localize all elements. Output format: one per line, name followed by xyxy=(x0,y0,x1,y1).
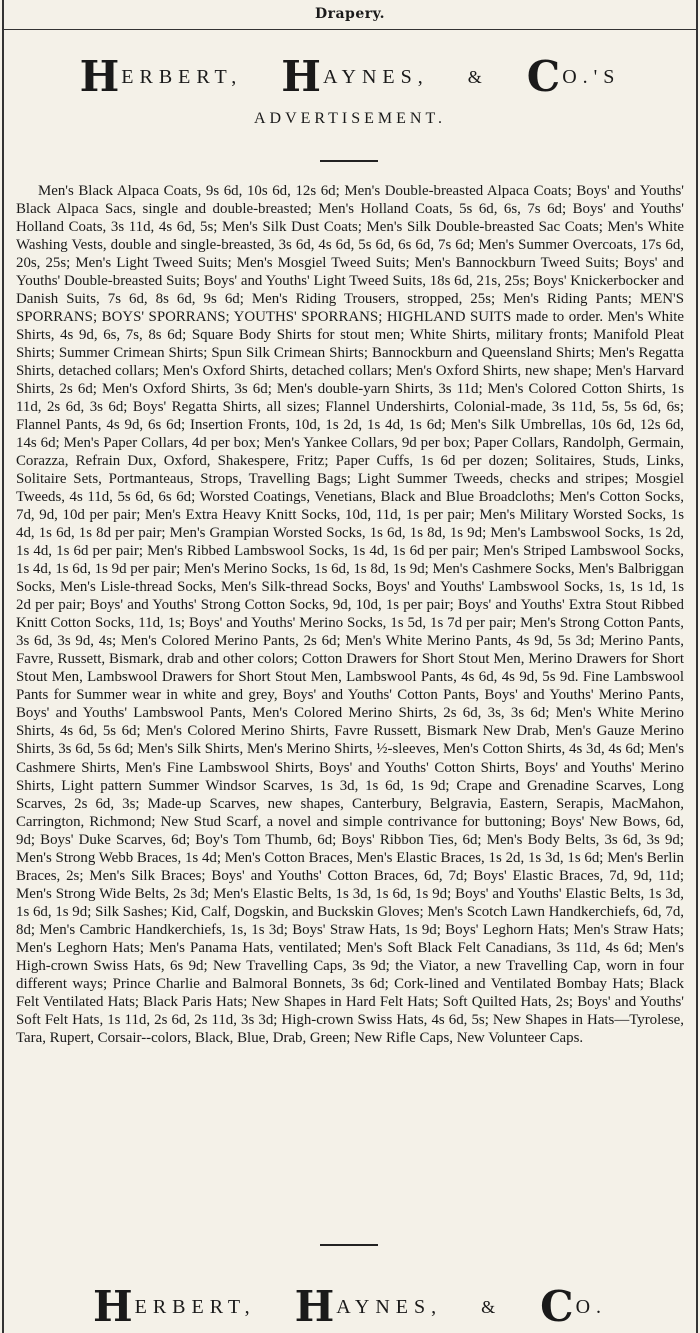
masthead-word-haynes: AYNES, xyxy=(322,66,429,88)
footer-masthead xyxy=(0,1282,700,1331)
masthead-initial-h2: H xyxy=(281,52,321,101)
footer-initial-h2: H xyxy=(294,1282,335,1331)
section-title: Drapery. xyxy=(314,6,386,22)
left-column-rule xyxy=(2,0,4,1333)
footer-ampersand: & xyxy=(481,1297,502,1317)
masthead xyxy=(0,52,700,101)
upper-divider xyxy=(320,160,378,162)
footer-initial-c: C xyxy=(540,1282,574,1331)
advertisement-body: Men's Black Alpaca Coats, 9s 6d, 10s 6d, 12s 6d; Men's Double-breasted Alpaca Coats; Boys' and Youths' Black Alpaca Sacs, single and double-breasted; Men's Holland Coats, 5s 6d, 6s, 7s 6d; Boys' and Youths' Holland Coats, 3s 11d, 4s 6d, 5s; Men's Silk Dust Coats; Men's Silk Double-breasted Sac Coats; Men's White Washing Vests, double and single-breasted, 3s 6d, 4s 6d, 5s 6d, 6s 6d, 7s 6d; Men's Summer Overcoats, 17s 6d, 20s, 25s; Men's Light Tweed Suits; Men's Mosgiel Tweed Suits; Men's Bannockburn Tweed Suits; Boys' and Youths' Double-breasted Suits; Boys' and Youths' Light Tweed Suits, 18s 6d, 21s, 25s; Boys' Knickerbocker and Danish Suits, 7s 6d, 8s 6d, 9s 6d; Men's Riding Trousers, stropped, 25s; Men's Riding Pants; MEN'S SPORRANS; BOYS' SPORRANS; YOUTHS' SPORRANS; HIGHLAND SUITS made to order. Men's White Shirts, 4s 9d, 6s, 7s, 8s 6d; Square Body Shirts for stout men; White Shirts, military fronts; Manifold Pleat Shirts; Summer Crimean Shirts; Spun Silk Crimean Shirts; Bannockburn and Queensland Shirts; Men's Regatta Shirts, detached collars; Men's Oxford Shirts, detached collars; Men's Oxford Shirts, new shape; Men's Harvard Shirts, 2s 6d; Men's Oxford Shirts, 3s 6d; Men's double-yarn Shirts, 3s 11d; Men's Colored Cotton Shirts, 1s 11d, 2s 6d, 3s 6d; Boys' Regatta Shirts, all sizes; Flannel Undershirts, Colonial-made, 3s 11d, 5s, 5s 6d, 6s; Flannel Pants, 4s 9d, 6s 6d; Insertion Fronts, 10d, 1s 2d, 1s 4d, 1s 6d; Men's Silk Umbrellas, 10s 6d, 12s 6d, 14s 6d; Men's Paper Collars, 4d per box; Men's Yankee Collars, 9d per box; Paper Collars, Randolph, Germain, Corazza, Refrain Dux, Oxford, Shakespere, Fritz; Paper Cuffs, 1s 6d per dozen; Solitaires, Studs, Links, Solitaire Sets, Portmanteaus, Strops, Travelling Bags; Light Summer Tweeds, checks and stripes; Mosgiel Tweeds, 4s 11d, 5s 6d, 6s 6d; Worsted Coatings, Venetians, Black and Blue Broadcloths; Men's Cotton Socks, 7d, 9d, 10d per pair; Men's Extra Heavy Knitt Socks, 10d, 11d, 1s per pair; Men's Military Worsted Socks, 1s 4d, 1s 6d, 1s 8d per pair; Men's Grampian Worsted Socks, 1s 6d, 1s 8d, 1s 9d; Men's Lambswool Socks, 1s 2d, 1s 4d, 1s 6d per pair; Men's Ribbed Lambswool Socks, 1s 4d, 1s 6d per pair; Men's Striped Lambswool Socks, 1s 4d, 1s 6d, 1s 9d per pair; Men's Merino Socks, 1s 6d, 1s 8d, 1s 9d; Men's Cashmere Socks, Men's Balbriggan Socks, Men's Lisle-thread Socks, Men's Silk-thread Socks, Boys' and Youths' Lambswool Socks, 1s, 1s 1d, 1s 2d per pair; Boys' and Youths' Strong Cotton Socks, 9d, 10d, 1s per pair; Boys' and Youths' Extra Stout Ribbed Knitt Cotton Socks, 11d, 1s; Boys' and Youths' Merino Socks, 1s 5d, 1s 7d per pair; Men's Strong Cotton Pants, 3s 6d, 3s 9d, 4s; Men's Colored Merino Pants, 2s 6d; Men's White Merino Pants, 4s 9d, 5s 3d; Merino Pants, Favre, Russett, Bismark, drab and other colors; Cotton Drawers for Short Stout Men, Merino Drawers for Short Stout Men, Lambswool Drawers for Short Stout Men, Lambswool Pants, 4s 6d, 4s 9d, 5s 9d. Fine Lambswool Pants for Summer wear in white and grey, Boys' and Youths' Cotton Pants, Boys' and Youths' Merino Pants, Boys' and Youths' Lambswool Pants, Men's Colored Merino Shirts, 2s 6d, 3s, 3s 6d; Men's White Merino Shirts, 4s 6d, 5s 6d; Men's Colored Merino Shirts, Favre Russett, Bismark New Drab, Men's Gauze Merino Shirts, 3s 6d, 5s 6d; Men's Silk Shirts, Men's Merino Shirts, ½-sleeves, Men's Cotton Shirts, 4s 3d, 4s 6d; Men's Cashmere Shirts, Men's Fine Lambswool Shirts, Boys' and Youths' Cotton Shirts, Boys' and Youths' Merino Shirts, Light pattern Summer Windsor Scarves, 1s 3d, 1s 6d, 1s 9d; Crape and Grenadine Scarves, Long Scarves, 2s 6d, 3s; Made-up Scarves, new shapes, Canterbury, Belgravia, Eastern, Serapis, MacMahon, Carrington, Richmond; New Stud Scarf, a novel and simple contrivance for buttoning; Boys' New Bows, 6d, 9d; Boys' Duke Scarves, 6d; Boy's Tom Thumb, 6d; Boys' Ribbon Ties, 6d; Men's Body Belts, 3s 6d, 3s 9d; Men's Strong Webb Braces, 1s 4d; Men's Cotton Braces, Men's Elastic Braces, 1s 2d, 1s 3d, 1s 6d; Men's Berlin Braces, 2s; Men's Silk Braces; Boys' and Youths' Cotton Braces, 6d, 7d; Boys' Elastic Braces, 7d, 9d, 11d; Men's Strong Wide Belts, 2s 3d; Men's Elastic Belts, 1s 3d, 1s 6d, 1s 9d; Boys' and Youths' Elastic Belts, 1s 3d, 1s 6d, 1s 9d; Silk Sashes; Kid, Calf, Dogskin, and Buckskin Gloves; Men's Scotch Lawn Handkerchiefs, 6d, 7d, 8d; Men's Cambric Handkerchiefs, 1s, 1s 3d; Boys' Straw Hats, 1s 9d; Boys' Leghorn Hats; Men's Straw Hats; Men's Leghorn Hats; Men's Panama Hats, ventilated; Men's Soft Black Felt Canadians, 3s 11d, 4s 6d; Men's High-crown Swiss Hats, 6s 9d; New Travelling Caps, 3s 9d; the Viator, a new Travelling Cap, worn in four different ways; Prince Charlie and Balmoral Bonnets, 3s 6d; Cork-lined and Ventilated Bombay Hats; Black Felt Ventilated Hats; Black Paris Hats; New Shapes in Hard Felt Hats; Soft Quilted Hats, 2s; Boys' and Youths' Soft Felt Hats, 1s 11d, 2s 6d, 2s 11d, 3s 3d; High-crown Swiss Hats, 4s 6d, 5s; New Shapes in Hats—Tyrolese, Tara, Rupert, Corsair--colors, Black, Blue, Drab, Green; New Rifle Caps, New Volunteer Caps. xyxy=(16,183,684,1046)
header-rule xyxy=(4,29,696,30)
masthead-ampersand: & xyxy=(467,67,488,87)
footer-word-co: O. xyxy=(575,1296,608,1318)
lower-divider xyxy=(320,1244,378,1246)
right-column-rule xyxy=(696,0,698,1333)
advertisement-subtitle: ADVERTISEMENT. xyxy=(253,110,447,127)
footer-word-haynes: AYNES, xyxy=(336,1296,443,1318)
masthead-word-co: O.'S xyxy=(562,66,621,88)
masthead-initial-c: C xyxy=(526,52,561,101)
footer-initial-h1: H xyxy=(92,1282,133,1331)
footer-word-herbert: ERBERT, xyxy=(134,1296,256,1318)
masthead-initial-h1: H xyxy=(79,52,120,101)
masthead-word-herbert: ERBERT, xyxy=(121,66,243,88)
